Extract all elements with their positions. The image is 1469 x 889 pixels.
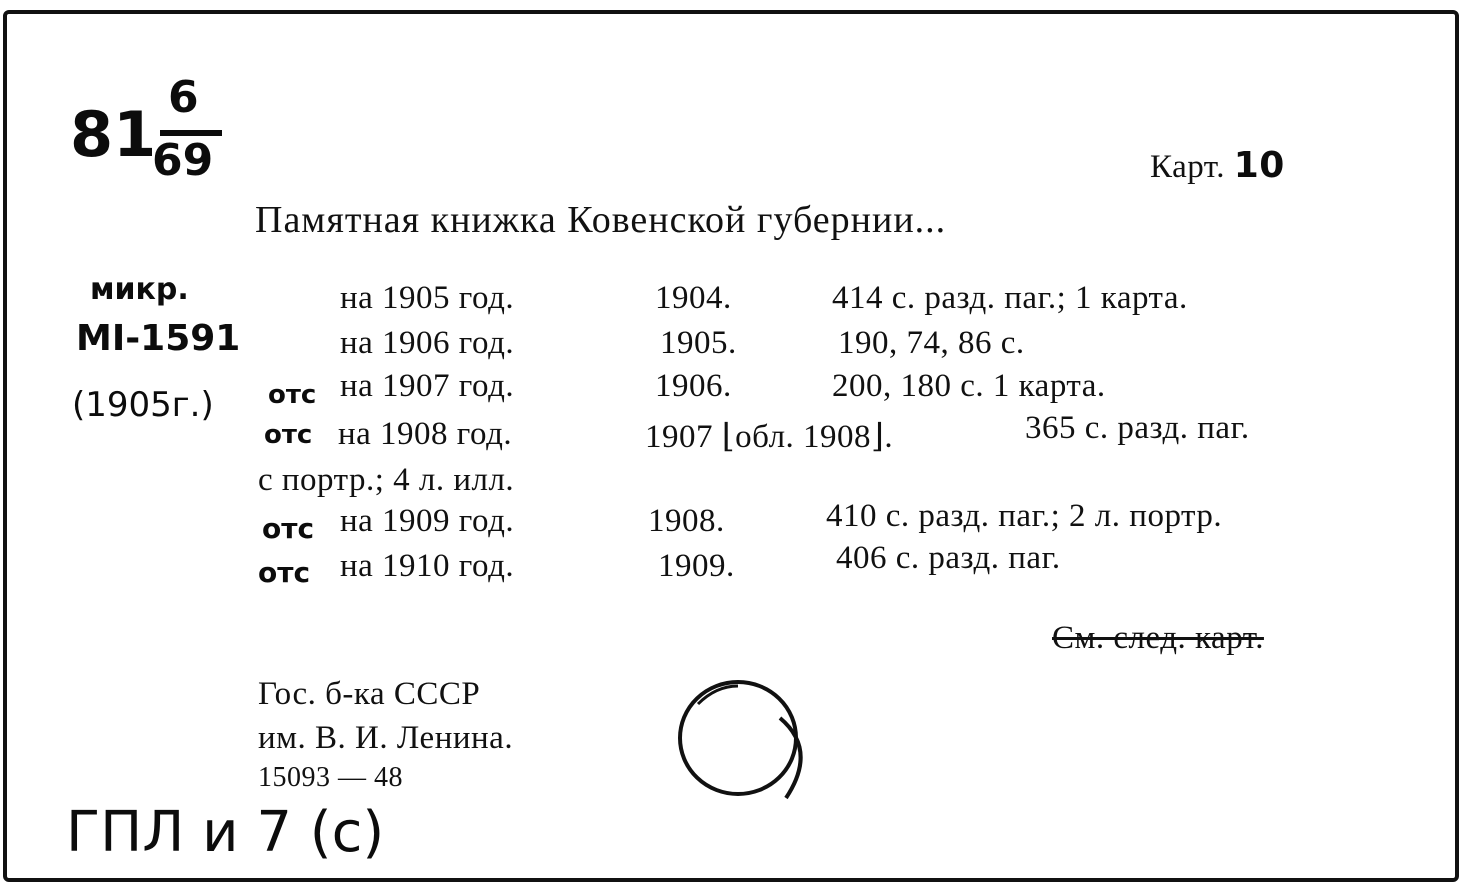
card-label: Карт. [1150, 149, 1225, 185]
card-title: Памятная книжка Ковенской губернии... [255, 199, 947, 241]
shelfmark-denominator: 69 [152, 135, 214, 186]
entry-pub-year: 1907 ⌊обл. 1908⌋. [645, 419, 894, 455]
circle-stamp-icon [668, 680, 818, 810]
entry-pub-year: 1905. [660, 325, 737, 361]
entry-desc: 410 с. разд. паг.; 2 л. портр. [826, 498, 1223, 534]
entry-year-label: на 1905 год. [340, 280, 515, 316]
card-number-block [1150, 145, 1285, 186]
entry-continuation: с портр.; 4 л. илл. [258, 462, 515, 498]
microfilm-code: MI-1591 [76, 318, 241, 359]
microfilm-label: микр. [90, 272, 189, 307]
entry-year-label: на 1910 год. [340, 548, 515, 584]
library-line1: Гос. б-ка СССР [258, 676, 481, 712]
shelfmark-whole: 81 [70, 98, 157, 171]
bottom-handwriting: ГПЛ и 7 (с) [66, 800, 385, 865]
entry-pub-year: 1904. [655, 280, 732, 316]
card-number: 10 [1233, 145, 1285, 186]
entry-pub-year: 1908. [648, 503, 725, 539]
entry-mark: отс [258, 556, 311, 589]
entry-mark: отс [262, 512, 315, 545]
entry-mark: отс [264, 420, 313, 450]
library-line2: им. В. И. Ленина. [258, 720, 514, 756]
entry-desc: 414 с. разд. паг.; 1 карта. [832, 280, 1188, 316]
entry-desc: 200, 180 с. 1 карта. [832, 368, 1106, 404]
see-next-card: См. след. карт. [1052, 620, 1264, 656]
entry-desc: 190, 74, 86 с. [838, 325, 1025, 361]
shelfmark [70, 72, 230, 200]
entry-year-label: на 1909 год. [340, 503, 515, 539]
microfilm-note: (1905г.) [72, 385, 214, 425]
entry-mark: отс [268, 380, 317, 410]
entry-desc: 406 с. разд. паг. [836, 540, 1061, 576]
entry-year-label: на 1908 год. [338, 416, 513, 452]
library-line3: 15093 — 48 [258, 762, 403, 793]
entry-pub-year: 1906. [655, 368, 732, 404]
entry-desc: 365 с. разд. паг. [1025, 410, 1250, 446]
entry-year-label: на 1907 год. [340, 368, 515, 404]
entry-year-label: на 1906 год. [340, 325, 515, 361]
entry-pub-year: 1909. [658, 548, 735, 584]
shelfmark-numerator: 6 [168, 72, 199, 123]
